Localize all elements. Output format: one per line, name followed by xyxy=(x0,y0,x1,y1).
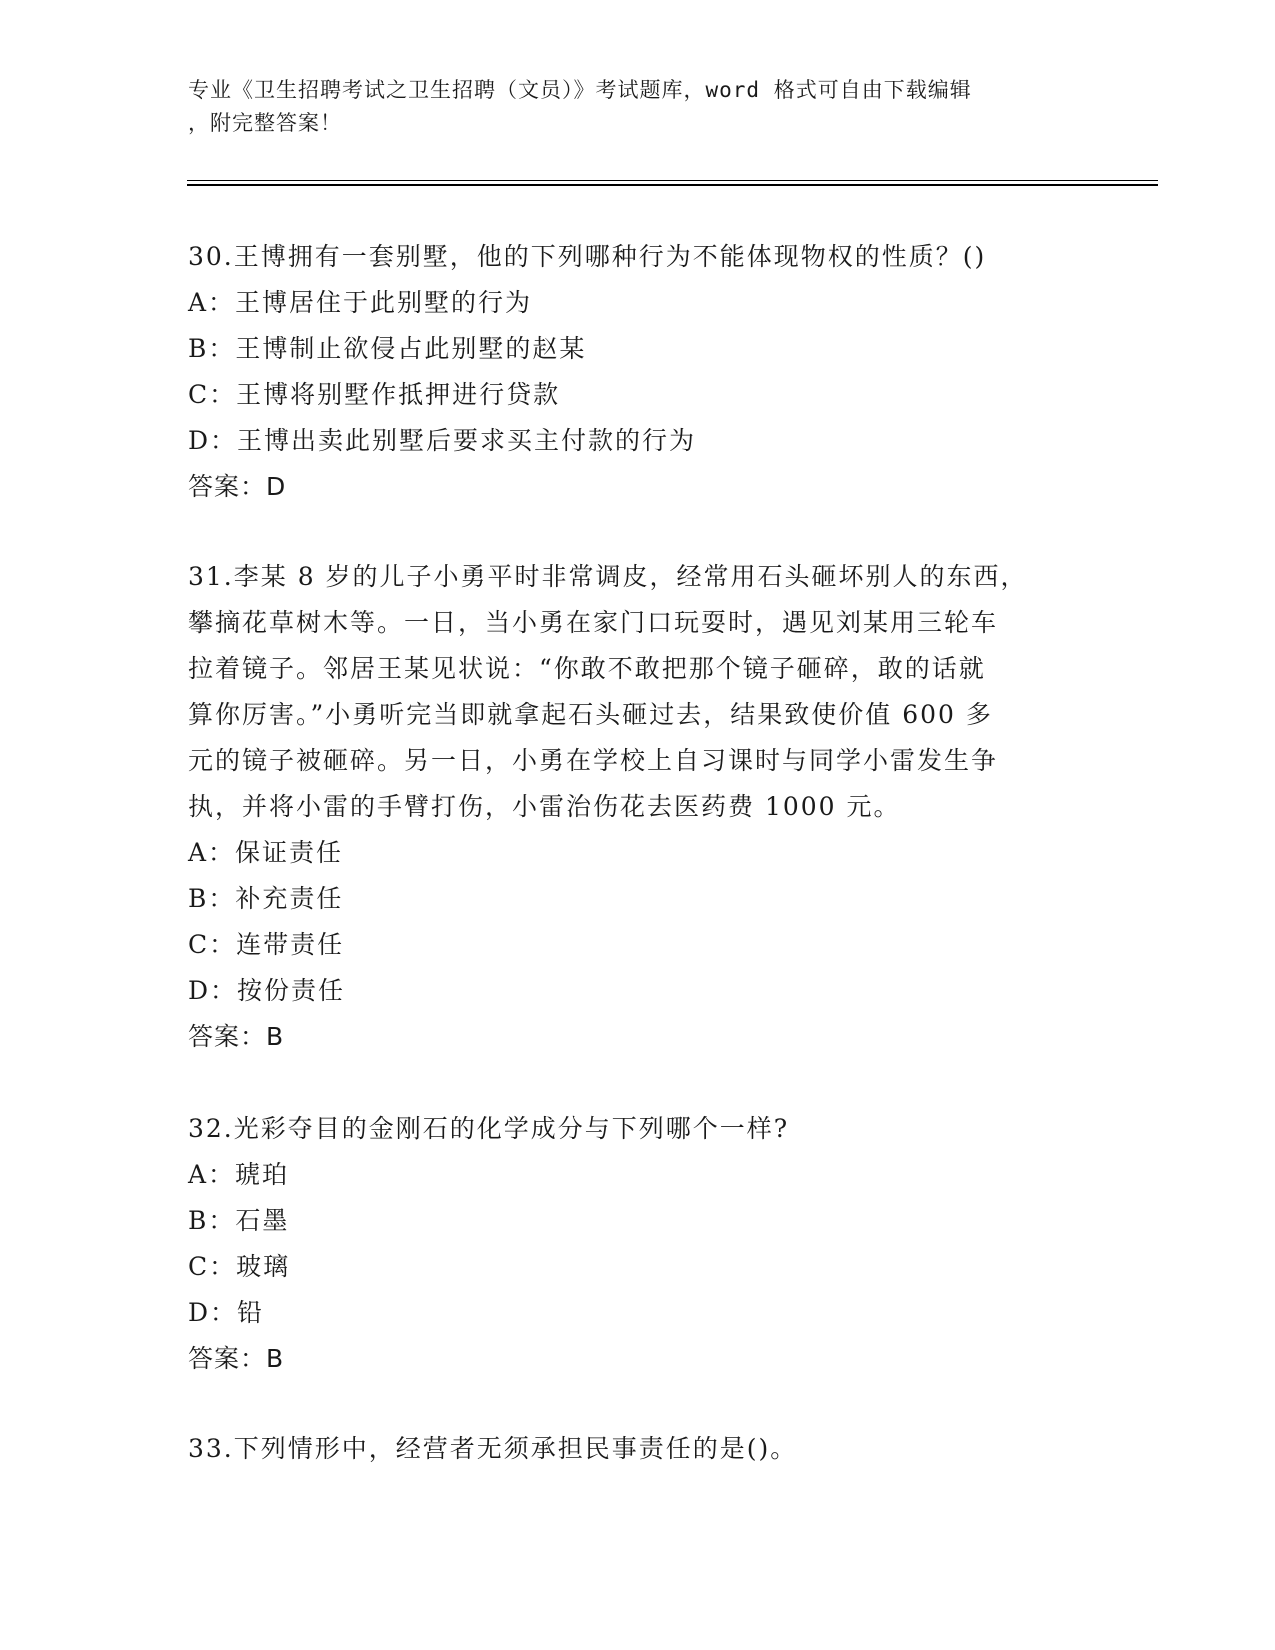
question-stem-line: 元的镜子被砸碎。另一日，小勇在学校上自习课时与同学小雷发生争 xyxy=(188,746,999,775)
question-stem-line: 执，并将小雷的手臂打伤，小雷治伤花去医药费 1000 元。 xyxy=(188,792,901,821)
option-c: C：连带责任 xyxy=(188,930,345,959)
header-line-1: 专业《卫生招聘考试之卫生招聘（文员）》考试题库，word 格式可自由下载编辑 xyxy=(188,78,972,102)
question-stem: 33.下列情形中，经营者无须承担民事责任的是()。 xyxy=(188,1434,798,1463)
option-d: D：铅 xyxy=(188,1298,265,1327)
option-d: D：按份责任 xyxy=(188,976,346,1005)
question-stem-line: 算你厉害。”小勇听完当即就拿起石头砸过去，结果致使价值 600 多 xyxy=(188,700,993,729)
header-divider-bottom xyxy=(187,184,1158,186)
option-a: A：保证责任 xyxy=(188,838,344,867)
option-c: C：玻璃 xyxy=(188,1252,291,1281)
question-stem: 30.王博拥有一套别墅，他的下列哪种行为不能体现物权的性质？() xyxy=(188,242,987,271)
question-33 xyxy=(188,1426,1068,1472)
option-b: B：王博制止欲侵占此别墅的赵某 xyxy=(188,334,587,363)
question-31 xyxy=(188,554,1068,1060)
question-32 xyxy=(188,1106,1068,1382)
header-divider-top xyxy=(187,180,1158,181)
option-d: D：王博出卖此别墅后要求买主付款的行为 xyxy=(188,426,697,455)
option-b: B：石墨 xyxy=(188,1206,290,1235)
question-30 xyxy=(188,234,1068,510)
option-b: B：补充责任 xyxy=(188,884,344,913)
question-stem-line: 拉着镜子。邻居王某见状说：“你敢不敢把那个镜子砸碎，敢的话就 xyxy=(188,654,986,683)
option-c: C：王博将别墅作抵押进行贷款 xyxy=(188,380,561,409)
answer-label: 答案：D xyxy=(188,472,287,501)
document-header xyxy=(188,74,1088,140)
question-stem-line: 31.李某 8 岁的儿子小勇平时非常调皮，经常用石头砸坏别人的东西， xyxy=(188,562,1028,591)
header-line-2: ，附完整答案！ xyxy=(188,111,342,135)
option-a: A：琥珀 xyxy=(188,1160,290,1189)
question-stem-line: 攀摘花草树木等。一日，当小勇在家门口玩耍时，遇见刘某用三轮车 xyxy=(188,608,999,637)
answer-label: 答案：B xyxy=(188,1344,285,1373)
option-a: A：王博居住于此别墅的行为 xyxy=(188,288,533,317)
answer-label: 答案：B xyxy=(188,1022,285,1051)
question-stem: 32.光彩夺目的金刚石的化学成分与下列哪个一样? xyxy=(188,1114,790,1143)
